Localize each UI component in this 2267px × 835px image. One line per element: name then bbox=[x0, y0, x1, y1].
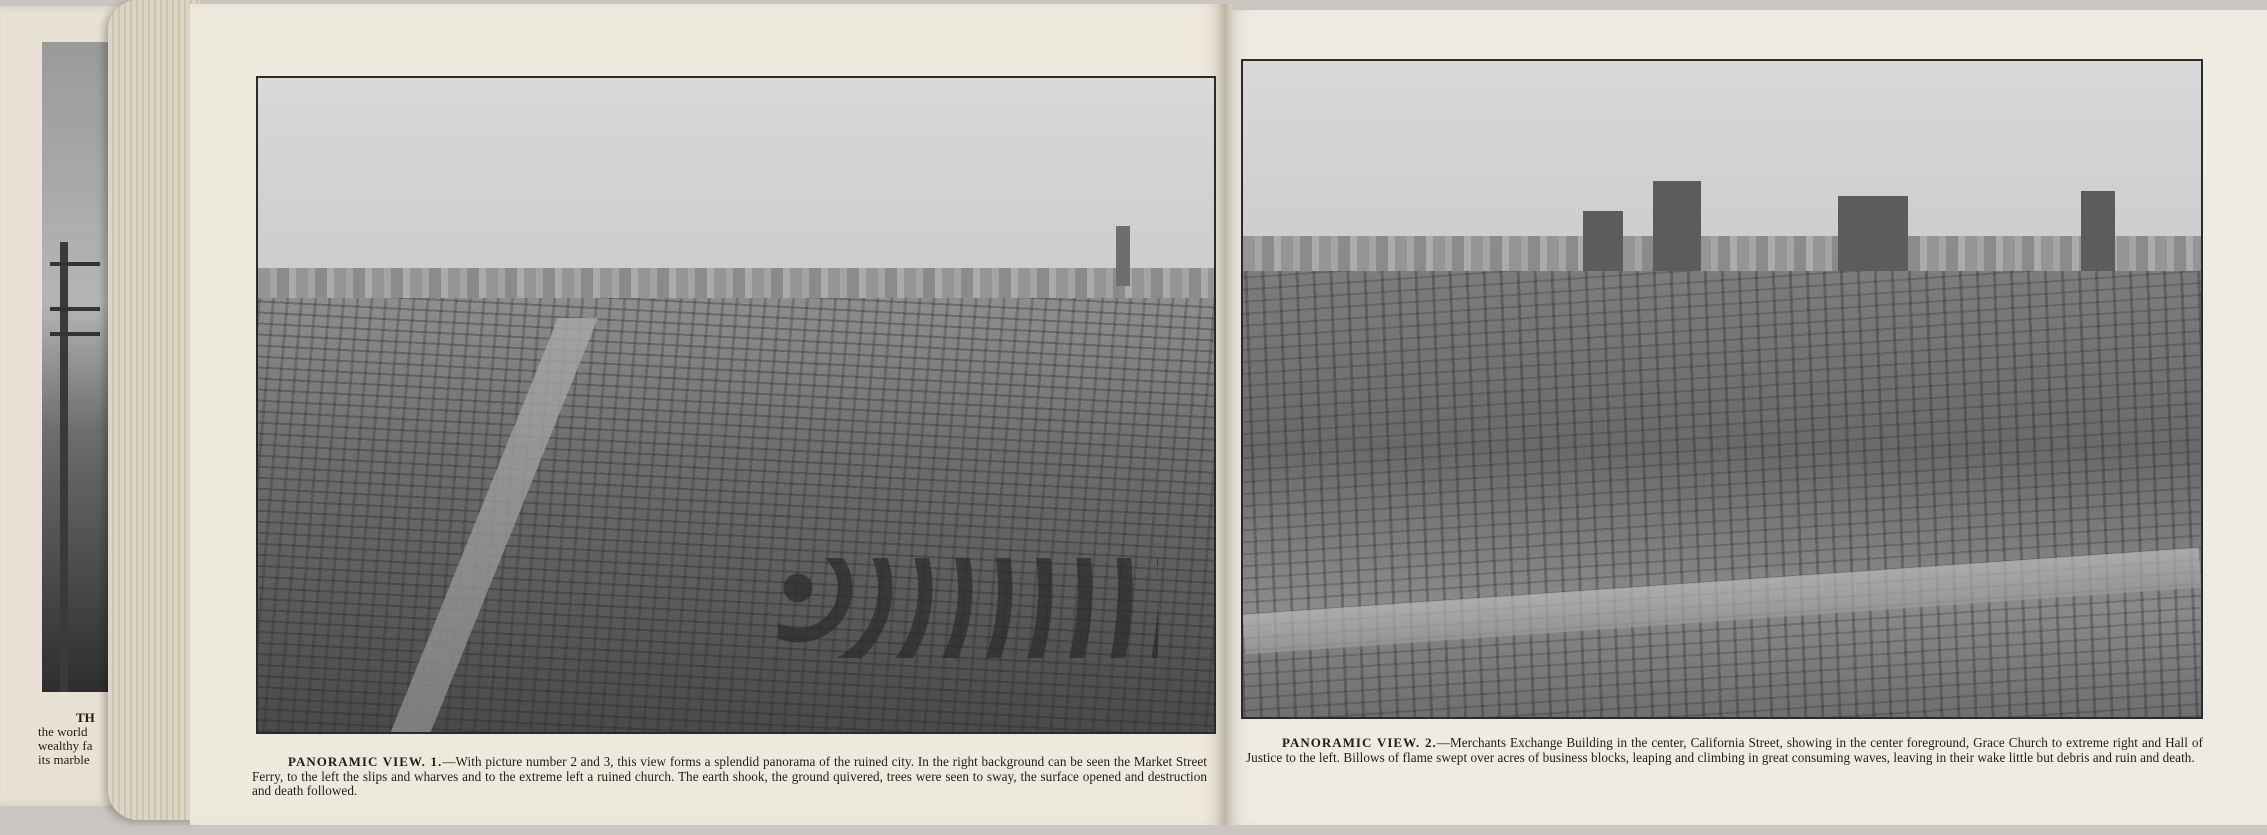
plate-1-heading: PANORAMIC VIEW. 1. bbox=[288, 754, 443, 769]
previous-caption-line: the world bbox=[38, 724, 88, 739]
panoramic-photo-1 bbox=[256, 76, 1216, 734]
plate-2-heading: PANORAMIC VIEW. 2. bbox=[1282, 735, 1437, 750]
plate-2-caption bbox=[1246, 736, 2203, 765]
plate-1-text: —With picture number 2 and 3, this view forms a splendid panorama of the ruined city. In the right background can be seen the Market Street Ferry, to the left the slips and wharves and to the extreme left a ruined church. The earth shook, the ground quivered, trees were seen to sway, the surface opened and destruction and death followed. bbox=[252, 754, 1207, 799]
ruined-city-ground bbox=[258, 298, 1214, 732]
previous-caption-line: its marble bbox=[38, 752, 90, 767]
ruined-city-ground bbox=[1243, 271, 2201, 717]
previous-caption-line: TH bbox=[76, 711, 95, 725]
tree-row bbox=[778, 558, 1158, 658]
building-ruin bbox=[2081, 191, 2115, 281]
page-edge-stack bbox=[108, 0, 200, 820]
pole-crossarm bbox=[50, 307, 100, 311]
ferry-tower bbox=[1116, 226, 1130, 286]
previous-caption-line: wealthy fa bbox=[38, 738, 93, 753]
pole-crossarm bbox=[50, 332, 100, 336]
book-gutter bbox=[1218, 4, 1232, 825]
plate-1-caption bbox=[252, 755, 1207, 799]
plate-2-text: —Merchants Exchange Building in the center, California Street, showing in the center foreground, Grace Church to extreme right and Hall of Justice to the left. Billows of flame swept over acres of business blocks, leaping and climbing in great consuming waves, leaving in their wake little but debris and ruin and death. bbox=[1246, 735, 2203, 765]
panoramic-photo-2 bbox=[1241, 59, 2203, 719]
pole-crossarm bbox=[50, 262, 100, 266]
